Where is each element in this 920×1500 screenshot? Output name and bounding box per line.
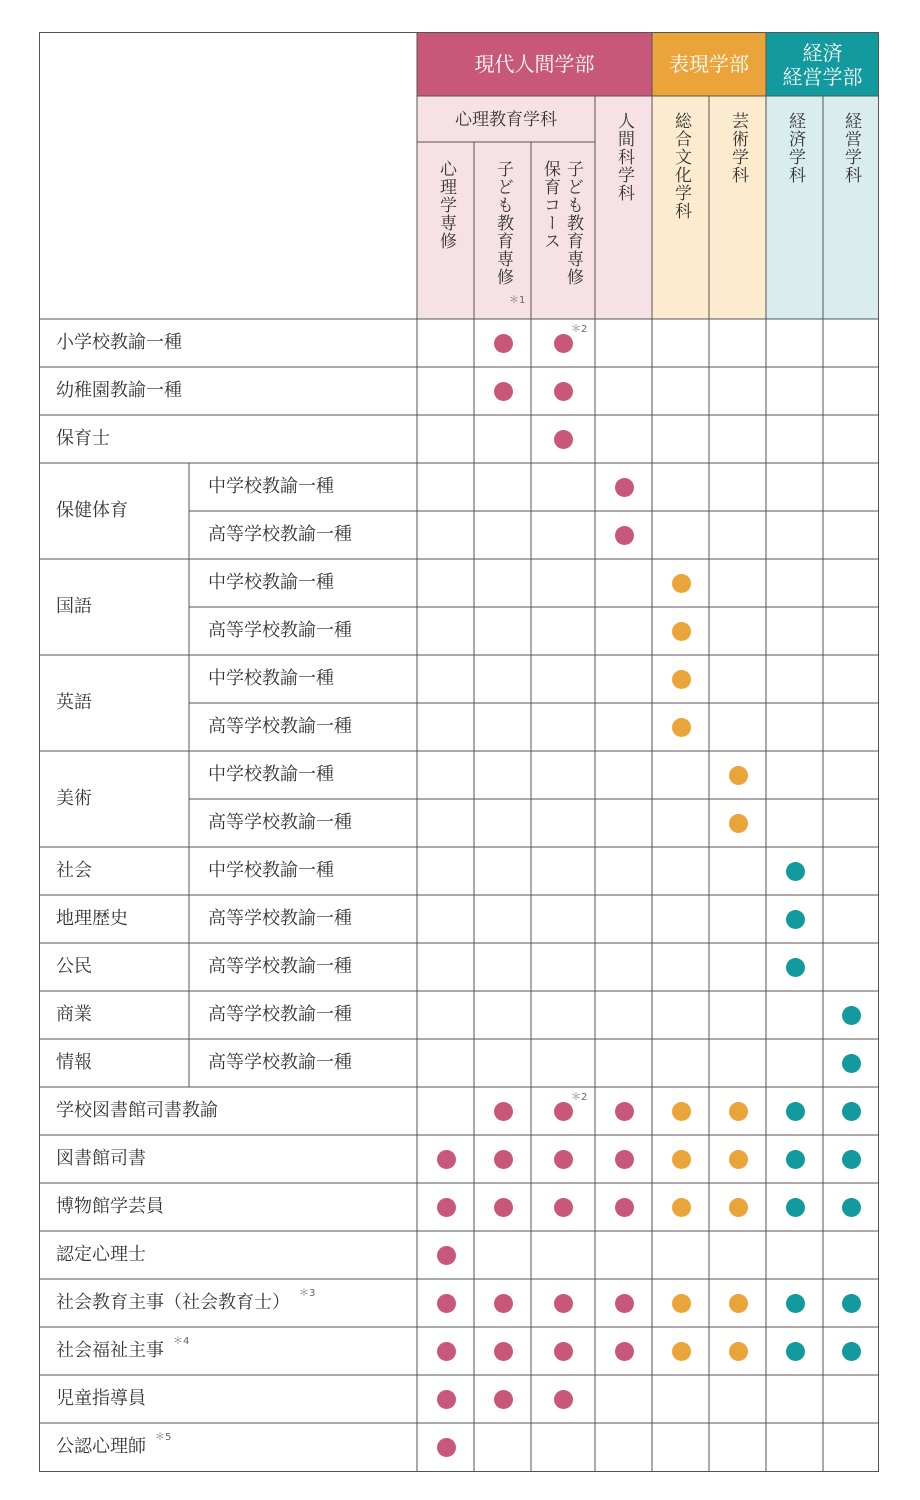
availability-dot: [729, 1102, 748, 1121]
faculty-label-line1: 経済: [802, 41, 843, 65]
row-label: 商業: [56, 1004, 92, 1025]
availability-dot: [672, 1198, 691, 1217]
row-label: 学校図書館司書教諭: [56, 1100, 218, 1121]
availability-dot: [615, 1294, 634, 1313]
department-keizai: 経済学科: [785, 112, 805, 184]
availability-dot: [842, 1342, 861, 1361]
availability-dot: [437, 1150, 456, 1169]
row-sublabel: 高等学校教諭一種: [208, 524, 352, 545]
row-sublabel: 中学校教諭一種: [208, 764, 334, 785]
availability-dot: [729, 1294, 748, 1313]
availability-dot: [842, 1150, 861, 1169]
department-ningen: 人間科学科: [614, 112, 634, 202]
row-sublabel: 高等学校教諭一種: [208, 956, 352, 977]
row-sublabel: 中学校教諭一種: [208, 572, 334, 593]
availability-dot: [437, 1390, 456, 1409]
availability-dot: [786, 910, 805, 929]
row-sublabel: 高等学校教諭一種: [208, 716, 352, 737]
availability-dot: [554, 430, 573, 449]
availability-dot: [494, 1342, 513, 1361]
row-label: 社会: [56, 860, 92, 881]
row-sublabel: 中学校教諭一種: [208, 476, 334, 497]
availability-dot: [437, 1198, 456, 1217]
availability-dot: [672, 1102, 691, 1121]
row-sublabel: 高等学校教諭一種: [208, 620, 352, 641]
availability-dot: [615, 1342, 634, 1361]
availability-dot: [729, 1342, 748, 1361]
availability-dot: [615, 526, 634, 545]
row-label: 保健体育: [56, 500, 128, 521]
availability-dot: [437, 1294, 456, 1313]
row-label: 児童指導員: [56, 1388, 146, 1409]
availability-dot: [437, 1342, 456, 1361]
availability-dot: [786, 1294, 805, 1313]
row-label: 社会教育主事（社会教育士）: [56, 1292, 290, 1313]
department-sogo-bunka: 総合文化学科: [671, 112, 691, 220]
availability-dot: [786, 862, 805, 881]
availability-dot: [842, 1054, 861, 1073]
availability-dot: [786, 958, 805, 977]
availability-dot: [554, 1342, 573, 1361]
row-label-note: ＊5: [155, 1432, 172, 1443]
row-sublabel: 高等学校教諭一種: [208, 812, 352, 833]
availability-dot: [786, 1102, 805, 1121]
course-kodomo-note: ＊1: [509, 295, 526, 306]
row-label-note: ＊4: [173, 1336, 190, 1347]
availability-dot: [494, 1102, 513, 1121]
row-sublabel: 中学校教諭一種: [208, 668, 334, 689]
dot-note: ＊2: [571, 1092, 588, 1103]
availability-dot: [437, 1246, 456, 1265]
row-label-note: ＊3: [299, 1288, 316, 1299]
availability-dot: [672, 622, 691, 641]
availability-dot: [494, 1390, 513, 1409]
row-label: 認定心理士: [56, 1244, 146, 1265]
course-hoiku-line1: 子ども教育専修: [563, 160, 583, 286]
department-geijutsu: 芸術学科: [728, 112, 748, 184]
faculty-label-2: [766, 41, 879, 89]
course-hoiku-line2: 保育コース: [540, 160, 560, 250]
row-label: 博物館学芸員: [56, 1196, 164, 1217]
faculty-label-line1: 表現学部: [669, 52, 749, 76]
availability-dot: [672, 670, 691, 689]
row-label: 幼稚園教諭一種: [56, 380, 182, 401]
row-label: 英語: [56, 692, 92, 713]
availability-dot: [672, 1342, 691, 1361]
faculty-label-1: [652, 52, 766, 76]
availability-dot: [842, 1294, 861, 1313]
row-label: 国語: [56, 596, 92, 617]
availability-dot: [554, 1198, 573, 1217]
availability-dot: [494, 1294, 513, 1313]
availability-dot: [494, 1150, 513, 1169]
availability-dot: [437, 1438, 456, 1457]
faculty-label-line1: 現代人間学部: [474, 52, 595, 76]
row-label: 情報: [56, 1052, 92, 1073]
faculty-label-line2: 経営学部: [782, 65, 863, 89]
availability-dot: [554, 334, 573, 353]
qualifications-table: [39, 32, 879, 1472]
availability-dot: [494, 334, 513, 353]
availability-dot: [672, 574, 691, 593]
availability-dot: [729, 766, 748, 785]
availability-dot: [615, 1102, 634, 1121]
availability-dot: [554, 1294, 573, 1313]
department-keiei: 経営学科: [841, 112, 861, 184]
availability-dot: [554, 1102, 573, 1121]
table-grid: [39, 32, 879, 1472]
availability-dot: [554, 1150, 573, 1169]
row-sublabel: 中学校教諭一種: [208, 860, 334, 881]
availability-dot: [615, 1198, 634, 1217]
availability-dot: [786, 1150, 805, 1169]
availability-dot: [786, 1198, 805, 1217]
availability-dot: [842, 1198, 861, 1217]
row-label: 保育士: [56, 428, 110, 449]
availability-dot: [494, 1198, 513, 1217]
availability-dot: [672, 1150, 691, 1169]
availability-dot: [729, 814, 748, 833]
availability-dot: [554, 1390, 573, 1409]
availability-dot: [615, 1150, 634, 1169]
row-label: 小学校教諭一種: [56, 332, 182, 353]
availability-dot: [729, 1150, 748, 1169]
row-label: 地理歴史: [56, 908, 128, 929]
department-shinri-kyoiku: 心理教育学科: [455, 110, 557, 130]
course-kodomo: 子ども教育専修: [493, 160, 513, 286]
row-sublabel: 高等学校教諭一種: [208, 908, 352, 929]
availability-dot: [554, 382, 573, 401]
row-label: 美術: [56, 788, 92, 809]
availability-dot: [615, 478, 634, 497]
row-sublabel: 高等学校教諭一種: [208, 1052, 352, 1073]
availability-dot: [494, 382, 513, 401]
availability-dot: [842, 1102, 861, 1121]
row-label: 公認心理師: [56, 1436, 146, 1457]
availability-dot: [672, 1294, 691, 1313]
faculty-label-0: [417, 52, 652, 76]
row-label: 公民: [56, 956, 92, 977]
course-shinri: 心理学専修: [436, 160, 456, 250]
availability-dot: [672, 718, 691, 737]
row-label: 図書館司書: [56, 1148, 146, 1169]
availability-dot: [786, 1342, 805, 1361]
dot-note: ＊2: [571, 324, 588, 335]
availability-dot: [729, 1198, 748, 1217]
availability-dot: [842, 1006, 861, 1025]
row-label: 社会福祉主事: [56, 1340, 164, 1361]
row-sublabel: 高等学校教諭一種: [208, 1004, 352, 1025]
